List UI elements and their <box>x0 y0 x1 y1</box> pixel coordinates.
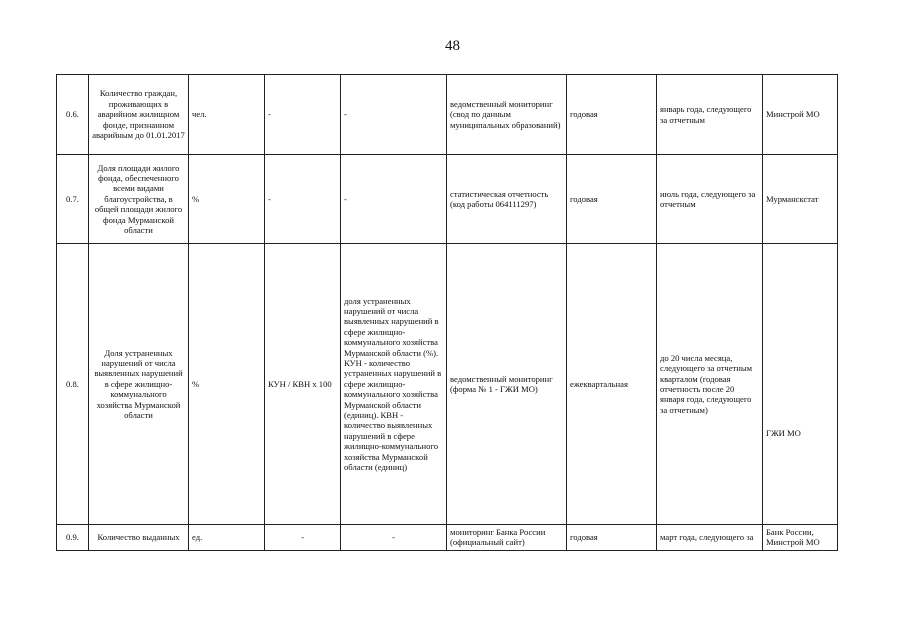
unit: % <box>189 244 265 525</box>
table-row <box>57 244 838 525</box>
indicator-name: Количество выданных <box>89 525 189 551</box>
unit: чел. <box>189 75 265 155</box>
periodicity: годовая <box>567 75 657 155</box>
data-source: мониторинг Банка России (официальный сайт) <box>447 525 567 551</box>
periodicity: ежеквартальная <box>567 244 657 525</box>
unit: ед. <box>189 525 265 551</box>
unit: % <box>189 155 265 244</box>
reporting-term: до 20 числа месяца, следующего за отчетным кварталом (годовая отчетность после 20 января года, следующего за отчетным) <box>657 244 763 525</box>
data-source: ведомственный мониторинг (свод по данным муниципальных образований) <box>447 75 567 155</box>
indicator-name: Доля площади жилого фонда, обеспеченного всеми видами благоустройства, в общей площади жилого фонда Мурманской области <box>89 155 189 244</box>
table-row <box>57 75 838 155</box>
page-number: 48 <box>445 38 460 54</box>
formula: - <box>265 155 341 244</box>
table-row <box>57 525 838 551</box>
formula: - <box>265 75 341 155</box>
row-number: 0.7. <box>57 155 89 244</box>
formula-description: - <box>341 525 447 551</box>
data-source: статистическая отчетность (код работы 064111297) <box>447 155 567 244</box>
indicators-table <box>56 74 838 551</box>
row-number: 0.9. <box>57 525 89 551</box>
formula-description: - <box>341 155 447 244</box>
indicator-name: Количество граждан, проживающих в аварийном жилищном фонде, признанном аварийным до 01.01.2017 <box>89 75 189 155</box>
responsible: Мурманскстат <box>763 155 838 244</box>
formula-description: - <box>341 75 447 155</box>
row-number: 0.6. <box>57 75 89 155</box>
periodicity: годовая <box>567 525 657 551</box>
table-row <box>57 155 838 244</box>
responsible: ГЖИ МО <box>763 244 838 525</box>
reporting-term: март года, следующего за <box>657 525 763 551</box>
reporting-term: январь года, следующего за отчетным <box>657 75 763 155</box>
data-source: ведомственный мониторинг (форма № 1 - ГЖИ МО) <box>447 244 567 525</box>
formula: - <box>265 525 341 551</box>
periodicity: годовая <box>567 155 657 244</box>
formula: КУН / КВН x 100 <box>265 244 341 525</box>
row-number: 0.8. <box>57 244 89 525</box>
reporting-term: июль года, следующего за отчетным <box>657 155 763 244</box>
responsible: Минстрой МО <box>763 75 838 155</box>
indicator-name: Доля устраненных нарушений от числа выявленных нарушений в сфере жилищно-коммунального хозяйства Мурманской области <box>89 244 189 525</box>
responsible: Банк России, Минстрой МО <box>763 525 838 551</box>
formula-description: доля устраненных нарушений от числа выявленных нарушений в сфере жилищно-коммунального хозяйства Мурманской области (%). КУН - количество устраненных нарушений в сфере жилищно-коммунального хозяйства Мурманской области (единиц). КВН - количество выявленных нарушений в сфере жилищно-коммунального хозяйства Мурманской области (единиц) <box>341 244 447 525</box>
